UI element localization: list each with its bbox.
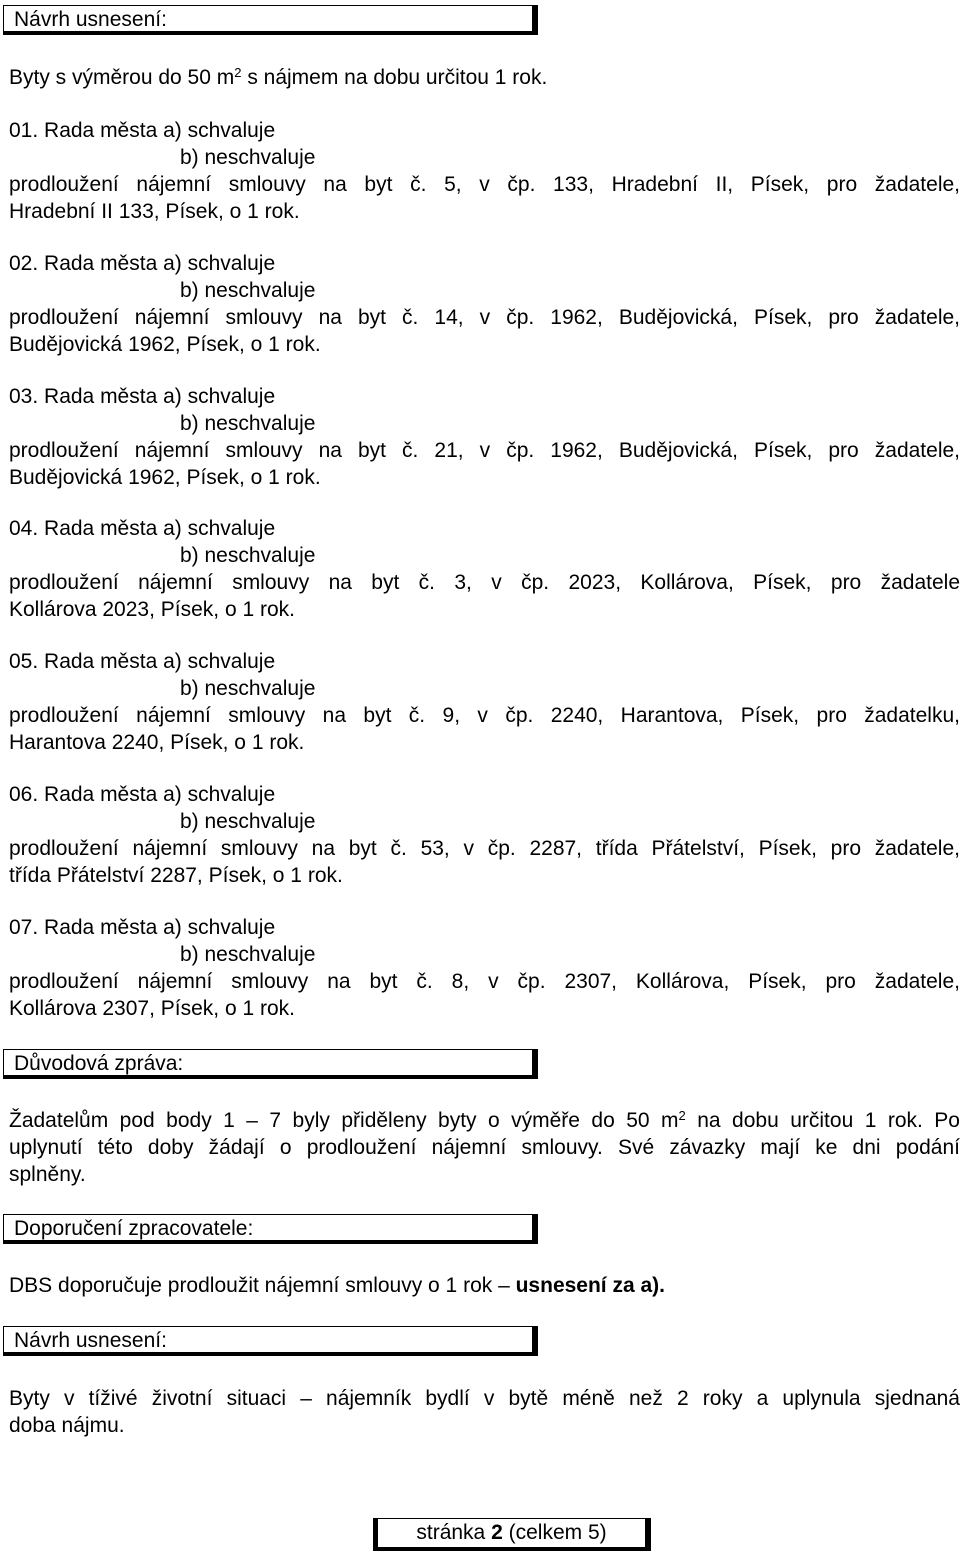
page-number: 2	[491, 1521, 503, 1544]
item-heading: 03. Rada města a) schvaluje	[9, 385, 276, 408]
item-heading: 02. Rada města a) schvaluje	[9, 252, 276, 275]
item-option-b: b) neschvaluje	[180, 943, 316, 966]
section-header-label: Návrh usnesení:	[14, 8, 167, 31]
item-heading: 01. Rada města a) schvaluje	[9, 119, 276, 142]
item-text-line-1: prodloužení nájemní smlouvy na byt č. 9, v čp. 2240, Harantova, Písek, pro žadatelku,	[9, 704, 960, 727]
item-heading: 04. Rada města a) schvaluje	[9, 517, 276, 540]
reason-superscript: 2	[678, 1108, 686, 1123]
item-text-line-1: prodloužení nájemní smlouvy na byt č. 14, v čp. 1962, Budějovická, Písek, pro žadatele,	[9, 306, 960, 329]
item-option-b: b) neschvaluje	[180, 810, 316, 833]
section-header-label: Návrh usnesení:	[14, 1329, 167, 1352]
item-heading: 06. Rada města a) schvaluje	[9, 783, 276, 806]
reason-line-1	[9, 1107, 960, 1134]
item-text-line-2: Budějovická 1962, Písek, o 1 rok.	[9, 333, 321, 356]
page-label: stránka	[416, 1521, 492, 1544]
item-text-line-2: Harantova 2240, Písek, o 1 rok.	[9, 731, 305, 754]
section-header-duvodova-zprava	[3, 1049, 538, 1079]
closing-line-1: Byty v tíživé životní situaci – nájemník bydlí v bytě méně než 2 roky a uplynula sjednaná	[9, 1387, 960, 1410]
section-header-label: Doporučení zpracovatele:	[14, 1217, 254, 1240]
item-text-line-1: prodloužení nájemní smlouvy na byt č. 8, v čp. 2307, Kollárova, Písek, pro žadatele,	[9, 970, 960, 993]
intro-text: Byty s výměrou do 50 m	[9, 66, 235, 89]
reason-line-2: uplynutí této doby žádají o prodloužení nájemní smlouvy. Své závazky mají ke dni podání	[9, 1136, 960, 1159]
item-text-line-1: prodloužení nájemní smlouvy na byt č. 53, v čp. 2287, třída Přátelství, Písek, pro žadatele,	[9, 837, 960, 860]
reason-text-end: na dobu určitou 1 rok. Po	[685, 1109, 960, 1132]
intro-line	[9, 64, 960, 91]
section-header-label: Důvodová zpráva:	[14, 1052, 184, 1075]
section-header-doporuceni	[3, 1214, 538, 1244]
intro-superscript: 2	[234, 65, 242, 80]
item-option-b: b) neschvaluje	[180, 279, 316, 302]
item-text-line-1: prodloužení nájemní smlouvy na byt č. 5, v čp. 133, Hradební II, Písek, pro žadatele,	[9, 173, 960, 196]
item-text-line-2: Kollárova 2307, Písek, o 1 rok.	[9, 997, 295, 1020]
item-text-line-2: Budějovická 1962, Písek, o 1 rok.	[9, 466, 321, 489]
closing-line-2: doba nájmu.	[9, 1414, 125, 1437]
item-option-b: b) neschvaluje	[180, 146, 316, 169]
recommendation-emphasis: usnesení za a).	[515, 1274, 665, 1297]
item-option-b: b) neschvaluje	[180, 544, 316, 567]
intro-text-end: s nájmem na dobu určitou 1 rok.	[241, 66, 548, 89]
page-total: (celkem 5)	[502, 1521, 607, 1544]
page-number-box	[373, 1518, 651, 1551]
section-header-navrh-usneseni-2	[3, 1326, 538, 1356]
item-text-line-2: Hradební II 133, Písek, o 1 rok.	[9, 200, 300, 223]
item-heading: 07. Rada města a) schvaluje	[9, 916, 276, 939]
recommendation-line	[9, 1272, 960, 1299]
item-text-line-2: třída Přátelství 2287, Písek, o 1 rok.	[9, 864, 343, 887]
item-heading: 05. Rada města a) schvaluje	[9, 650, 276, 673]
recommendation-text: DBS doporučuje prodloužit nájemní smlouvy o 1 rok –	[9, 1274, 516, 1297]
section-header-navrh-usneseni	[3, 5, 538, 35]
reason-line-3: splněny.	[9, 1163, 86, 1186]
item-text-line-2: Kollárova 2023, Písek, o 1 rok.	[9, 598, 295, 621]
item-option-b: b) neschvaluje	[180, 677, 316, 700]
item-text-line-1: prodloužení nájemní smlouvy na byt č. 3, v čp. 2023, Kollárova, Písek, pro žadatele	[9, 571, 960, 594]
item-text-line-1: prodloužení nájemní smlouvy na byt č. 21, v čp. 1962, Budějovická, Písek, pro žadatele,	[9, 439, 960, 462]
reason-text: Žadatelům pod body 1 – 7 byly přiděleny byty o výměře do 50 m	[9, 1109, 679, 1132]
item-option-b: b) neschvaluje	[180, 412, 316, 435]
